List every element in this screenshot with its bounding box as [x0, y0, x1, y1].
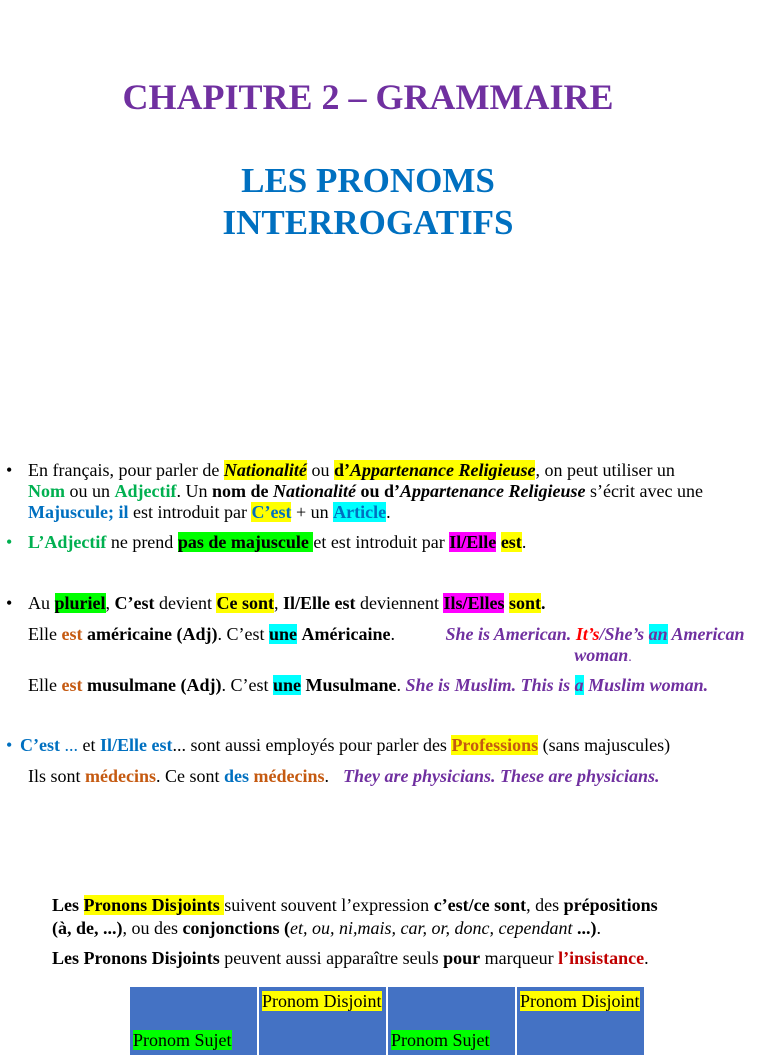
- subtitle-line-2: INTERROGATIFS: [222, 203, 514, 242]
- lesson-subtitle: [0, 160, 736, 244]
- bullet-dot: •: [6, 460, 13, 480]
- bullet-dot: •: [6, 735, 13, 755]
- paragraph-pronoms-disjoints: Les Pronons Disjoints suivent souvent l’expression c’est/ce sont, des prépositions (à, de, ...), ou des conjonctions (et, ou, ni,mais, car, or, donc, cependant ...).: [52, 895, 658, 938]
- chapter-title: CHAPITRE 2 – GRAMMAIRE: [122, 77, 614, 117]
- example-musulmane: Elle est musulmane (Adj). C’est une Musulmane. She is Muslim. This is a Muslim woman.: [28, 675, 709, 695]
- table-header-cell: Pronom Disjoint: [258, 986, 387, 1056]
- table-header-row: [129, 986, 645, 1056]
- pronoms-table: [128, 985, 646, 1057]
- paragraph-professions: C’est ... et Il/Elle est... sont aussi employés pour parler des Professions (sans majuscules): [20, 735, 671, 755]
- example-americaine-fr: Elle est américaine (Adj). C’est une Américaine.: [28, 624, 395, 644]
- example-medecins: Ils sont médecins. Ce sont des médecins. They are physicians. These are physicians.: [28, 766, 660, 786]
- bullet-dot: •: [6, 593, 13, 613]
- bullet-dot: •: [6, 532, 13, 552]
- table-header-cell: Pronom Sujet: [129, 986, 258, 1056]
- paragraph-insistance: Les Pronons Disjoints peuvent aussi apparaître seuls pour marqueur l’insistance.: [52, 948, 649, 968]
- table-header-cell: Pronom Disjoint: [516, 986, 645, 1056]
- paragraph-nationalite: En français, pour parler de Nationalité ou d’Appartenance Religieuse, on peut utiliser un Nom ou un Adjectif. Un nom de Nationalité ou d’Appartenance Religieuse s’écrit avec une Majuscule; il est introduit par C’est + un Article.: [28, 460, 703, 522]
- paragraph-pluriel: Au pluriel, C’est devient Ce sont, Il/Elle est deviennent Ils/Elles sont.: [28, 593, 546, 613]
- example-americaine-en: She is American. It’s/She’s an American woman.: [445, 624, 745, 665]
- subtitle-line-1: LES PRONOMS: [241, 161, 495, 200]
- table-header-cell: Pronom Sujet: [387, 986, 516, 1056]
- paragraph-adjectif: L’Adjectif ne prend pas de majuscule et est introduit par Il/Elle est.: [28, 532, 527, 552]
